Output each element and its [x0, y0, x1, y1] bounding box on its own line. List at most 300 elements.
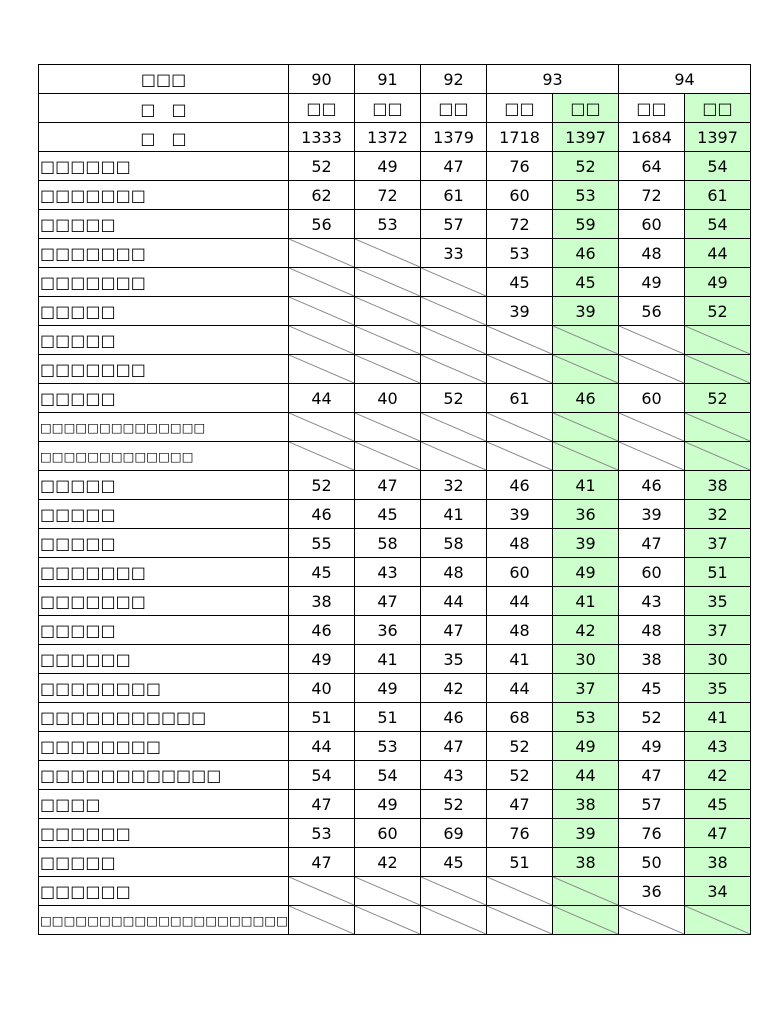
- score-cell: 38: [289, 587, 355, 616]
- score-cell: 46: [487, 471, 553, 500]
- score-cell: 42: [421, 674, 487, 703]
- diagonal-line: [355, 413, 420, 441]
- score-cell: 57: [619, 790, 685, 819]
- row-label: □□□□□□□□□□□□: [39, 761, 289, 790]
- diagonal-line: [421, 413, 486, 441]
- diagonal-strike: [487, 877, 552, 905]
- type-cell: □□: [289, 94, 355, 123]
- score-cell: 36: [553, 500, 619, 529]
- diagonal-line: [289, 413, 354, 441]
- row-label: □□□□□□□: [39, 181, 289, 210]
- diagonal-strike: [553, 877, 618, 905]
- empty-cell: [487, 413, 553, 442]
- score-cell: 52: [289, 471, 355, 500]
- row-label: □□□□□: [39, 326, 289, 355]
- row-label: □□□□□□□□□□□□□□□□□□□□□: [39, 906, 289, 935]
- diagonal-strike: [355, 906, 420, 934]
- score-cell: 45: [421, 848, 487, 877]
- diagonal-strike: [553, 442, 618, 470]
- empty-cell: [553, 906, 619, 935]
- diagonal-strike: [619, 413, 684, 441]
- empty-cell: [355, 355, 421, 384]
- score-cell: 44: [685, 239, 751, 268]
- score-cell: 47: [619, 529, 685, 558]
- empty-cell: [487, 326, 553, 355]
- diagonal-line: [355, 326, 420, 354]
- score-cell: 41: [355, 645, 421, 674]
- empty-cell: [619, 413, 685, 442]
- empty-cell: [553, 355, 619, 384]
- diagonal-strike: [685, 326, 750, 354]
- row-label: □□□□□: [39, 297, 289, 326]
- score-cell: 53: [487, 239, 553, 268]
- score-cell: 60: [487, 181, 553, 210]
- row-label: □□□□□□□□□□□□□: [39, 442, 289, 471]
- diagonal-strike: [553, 413, 618, 441]
- empty-cell: [289, 442, 355, 471]
- score-cell: 47: [421, 616, 487, 645]
- table-row: [39, 384, 751, 413]
- empty-cell: [421, 877, 487, 906]
- score-cell: 48: [421, 558, 487, 587]
- score-table: [38, 64, 751, 935]
- row-label: □□□□□: [39, 471, 289, 500]
- score-cell: 60: [619, 210, 685, 239]
- diagonal-line: [421, 442, 486, 470]
- row-label: □□□□□□: [39, 152, 289, 181]
- empty-cell: [685, 906, 751, 935]
- diagonal-strike: [289, 326, 354, 354]
- score-cell: 45: [619, 674, 685, 703]
- score-cell: 37: [685, 616, 751, 645]
- empty-cell: [421, 268, 487, 297]
- row-label: □□□□□□□: [39, 587, 289, 616]
- score-cell: 47: [289, 848, 355, 877]
- table-row: [39, 471, 751, 500]
- table-row: [39, 326, 751, 355]
- score-cell: 47: [619, 761, 685, 790]
- score-cell: 52: [487, 761, 553, 790]
- diagonal-line: [487, 877, 552, 905]
- score-cell: 47: [421, 152, 487, 181]
- row-label: □□□□□□: [39, 819, 289, 848]
- score-cell: 36: [355, 616, 421, 645]
- diagonal-line: [619, 413, 684, 441]
- diagonal-line: [289, 239, 354, 267]
- diagonal-line: [289, 326, 354, 354]
- table-row: [39, 210, 751, 239]
- diagonal-strike: [289, 442, 354, 470]
- diagonal-line: [421, 268, 486, 296]
- type-cell: □□: [355, 94, 421, 123]
- table-row: [39, 732, 751, 761]
- diagonal-strike: [289, 239, 354, 267]
- score-cell: 30: [685, 645, 751, 674]
- score-cell: 49: [553, 558, 619, 587]
- score-cell: 60: [619, 384, 685, 413]
- score-cell: 38: [685, 848, 751, 877]
- empty-cell: [289, 297, 355, 326]
- row-label: □□□□□: [39, 210, 289, 239]
- score-cell: 58: [355, 529, 421, 558]
- score-cell: 49: [553, 732, 619, 761]
- table-row: [39, 819, 751, 848]
- row-label: □□□□: [39, 790, 289, 819]
- score-cell: 53: [355, 732, 421, 761]
- diagonal-strike: [421, 297, 486, 325]
- row-label: □□□□□: [39, 500, 289, 529]
- score-cell: 47: [421, 732, 487, 761]
- header-row-count: [39, 123, 751, 152]
- score-cell: 64: [619, 152, 685, 181]
- score-cell: 72: [355, 181, 421, 210]
- score-cell: 49: [685, 268, 751, 297]
- score-cell: 60: [355, 819, 421, 848]
- diagonal-line: [685, 413, 750, 441]
- diagonal-line: [487, 326, 552, 354]
- score-cell: 46: [619, 471, 685, 500]
- header-label: □□□: [39, 65, 289, 94]
- year-92: 92: [421, 65, 487, 94]
- empty-cell: [421, 326, 487, 355]
- score-cell: 53: [289, 819, 355, 848]
- score-cell: 45: [487, 268, 553, 297]
- header-label: □ □: [39, 123, 289, 152]
- empty-cell: [355, 268, 421, 297]
- table-row: [39, 181, 751, 210]
- diagonal-line: [619, 326, 684, 354]
- table-row: [39, 268, 751, 297]
- score-cell: 38: [553, 848, 619, 877]
- score-cell: 52: [619, 703, 685, 732]
- score-cell: 45: [685, 790, 751, 819]
- score-cell: 50: [619, 848, 685, 877]
- row-label: □□□□□□: [39, 877, 289, 906]
- empty-cell: [289, 268, 355, 297]
- score-cell: 47: [289, 790, 355, 819]
- diagonal-strike: [421, 906, 486, 934]
- row-label: □□□□□: [39, 529, 289, 558]
- diagonal-strike: [289, 268, 354, 296]
- diagonal-strike: [619, 442, 684, 470]
- empty-cell: [619, 355, 685, 384]
- diagonal-strike: [487, 906, 552, 934]
- diagonal-strike: [421, 442, 486, 470]
- header-label: □ □: [39, 94, 289, 123]
- diagonal-line: [355, 297, 420, 325]
- score-cell: 38: [685, 471, 751, 500]
- score-cell: 72: [619, 181, 685, 210]
- score-cell: 68: [487, 703, 553, 732]
- count-cell: 1397: [685, 123, 751, 152]
- table-row: [39, 616, 751, 645]
- type-cell: □□: [421, 94, 487, 123]
- score-cell: 43: [421, 761, 487, 790]
- score-cell: 38: [553, 790, 619, 819]
- score-cell: 59: [553, 210, 619, 239]
- diagonal-line: [355, 268, 420, 296]
- diagonal-line: [289, 297, 354, 325]
- score-cell: 53: [355, 210, 421, 239]
- empty-cell: [553, 326, 619, 355]
- score-cell: 46: [553, 239, 619, 268]
- diagonal-strike: [685, 906, 750, 934]
- score-cell: 47: [355, 587, 421, 616]
- diagonal-line: [685, 906, 750, 934]
- empty-cell: [685, 413, 751, 442]
- diagonal-strike: [355, 297, 420, 325]
- score-cell: 48: [619, 616, 685, 645]
- empty-cell: [289, 877, 355, 906]
- row-label: □□□□□□□: [39, 239, 289, 268]
- empty-cell: [421, 297, 487, 326]
- diagonal-line: [487, 355, 552, 383]
- empty-cell: [355, 906, 421, 935]
- diagonal-strike: [355, 442, 420, 470]
- diagonal-strike: [553, 355, 618, 383]
- score-cell: 42: [553, 616, 619, 645]
- score-cell: 41: [487, 645, 553, 674]
- table-row: [39, 355, 751, 384]
- diagonal-strike: [289, 297, 354, 325]
- score-cell: 52: [421, 790, 487, 819]
- count-cell: 1379: [421, 123, 487, 152]
- type-cell: □□: [553, 94, 619, 123]
- year-94: 94: [619, 65, 751, 94]
- empty-cell: [487, 877, 553, 906]
- diagonal-line: [553, 326, 618, 354]
- diagonal-line: [355, 355, 420, 383]
- empty-cell: [355, 326, 421, 355]
- empty-cell: [487, 906, 553, 935]
- empty-cell: [289, 413, 355, 442]
- table-row: [39, 645, 751, 674]
- score-cell: 42: [355, 848, 421, 877]
- score-cell: 36: [619, 877, 685, 906]
- table-row: [39, 413, 751, 442]
- count-cell: 1372: [355, 123, 421, 152]
- score-cell: 60: [487, 558, 553, 587]
- diagonal-strike: [421, 355, 486, 383]
- table-row: [39, 297, 751, 326]
- score-cell: 52: [289, 152, 355, 181]
- empty-cell: [289, 326, 355, 355]
- score-cell: 56: [289, 210, 355, 239]
- score-cell: 52: [421, 384, 487, 413]
- score-cell: 47: [685, 819, 751, 848]
- empty-cell: [619, 442, 685, 471]
- diagonal-strike: [487, 413, 552, 441]
- diagonal-strike: [553, 906, 618, 934]
- table-row: [39, 500, 751, 529]
- table-row: [39, 906, 751, 935]
- empty-cell: [355, 297, 421, 326]
- count-cell: 1684: [619, 123, 685, 152]
- diagonal-line: [355, 442, 420, 470]
- empty-cell: [553, 442, 619, 471]
- score-cell: 51: [289, 703, 355, 732]
- diagonal-strike: [355, 326, 420, 354]
- diagonal-strike: [355, 877, 420, 905]
- diagonal-line: [487, 413, 552, 441]
- score-cell: 49: [355, 152, 421, 181]
- row-label: □□□□□: [39, 384, 289, 413]
- score-cell: 69: [421, 819, 487, 848]
- diagonal-line: [289, 442, 354, 470]
- diagonal-strike: [685, 355, 750, 383]
- year-93: 93: [487, 65, 619, 94]
- diagonal-line: [421, 326, 486, 354]
- empty-cell: [553, 877, 619, 906]
- diagonal-line: [553, 355, 618, 383]
- score-cell: 45: [289, 558, 355, 587]
- year-90: 90: [289, 65, 355, 94]
- diagonal-strike: [355, 413, 420, 441]
- diagonal-line: [553, 413, 618, 441]
- score-cell: 38: [619, 645, 685, 674]
- table-row: [39, 529, 751, 558]
- score-cell: 47: [355, 471, 421, 500]
- diagonal-strike: [355, 268, 420, 296]
- diagonal-strike: [421, 326, 486, 354]
- table-row: [39, 848, 751, 877]
- row-label: □□□□□: [39, 848, 289, 877]
- type-cell: □□: [619, 94, 685, 123]
- empty-cell: [619, 326, 685, 355]
- diagonal-line: [289, 877, 354, 905]
- score-cell: 57: [421, 210, 487, 239]
- row-label: □□□□□□□□□□□□□□: [39, 413, 289, 442]
- score-cell: 62: [289, 181, 355, 210]
- score-cell: 76: [619, 819, 685, 848]
- score-cell: 48: [487, 616, 553, 645]
- score-cell: 46: [289, 500, 355, 529]
- score-cell: 46: [289, 616, 355, 645]
- score-cell: 40: [289, 674, 355, 703]
- score-cell: 51: [355, 703, 421, 732]
- score-cell: 41: [553, 471, 619, 500]
- score-cell: 61: [685, 181, 751, 210]
- empty-cell: [355, 442, 421, 471]
- score-cell: 42: [685, 761, 751, 790]
- score-cell: 72: [487, 210, 553, 239]
- score-cell: 76: [487, 819, 553, 848]
- diagonal-strike: [421, 268, 486, 296]
- score-cell: 39: [553, 297, 619, 326]
- score-cell: 39: [487, 297, 553, 326]
- score-cell: 34: [685, 877, 751, 906]
- empty-cell: [289, 355, 355, 384]
- score-cell: 35: [685, 587, 751, 616]
- score-cell: 37: [553, 674, 619, 703]
- score-cell: 44: [487, 587, 553, 616]
- diagonal-strike: [289, 906, 354, 934]
- empty-cell: [487, 355, 553, 384]
- score-cell: 33: [421, 239, 487, 268]
- empty-cell: [355, 413, 421, 442]
- score-cell: 44: [421, 587, 487, 616]
- score-cell: 49: [289, 645, 355, 674]
- score-cell: 37: [685, 529, 751, 558]
- score-cell: 56: [619, 297, 685, 326]
- diagonal-line: [289, 906, 354, 934]
- type-cell: □□: [685, 94, 751, 123]
- empty-cell: [421, 413, 487, 442]
- score-cell: 43: [355, 558, 421, 587]
- score-cell: 58: [421, 529, 487, 558]
- score-cell: 49: [619, 732, 685, 761]
- diagonal-line: [487, 442, 552, 470]
- row-label: □□□□□□: [39, 645, 289, 674]
- diagonal-strike: [355, 355, 420, 383]
- diagonal-line: [289, 268, 354, 296]
- empty-cell: [421, 906, 487, 935]
- score-cell: 45: [553, 268, 619, 297]
- diagonal-line: [487, 906, 552, 934]
- score-cell: 51: [487, 848, 553, 877]
- empty-cell: [421, 442, 487, 471]
- diagonal-strike: [289, 413, 354, 441]
- diagonal-strike: [685, 442, 750, 470]
- count-cell: 1718: [487, 123, 553, 152]
- diagonal-line: [685, 355, 750, 383]
- empty-cell: [289, 906, 355, 935]
- score-cell: 44: [289, 384, 355, 413]
- row-label: □□□□□□□: [39, 558, 289, 587]
- row-label: □□□□□□□: [39, 268, 289, 297]
- diagonal-line: [553, 442, 618, 470]
- score-cell: 52: [553, 152, 619, 181]
- count-cell: 1333: [289, 123, 355, 152]
- score-cell: 30: [553, 645, 619, 674]
- score-cell: 35: [685, 674, 751, 703]
- score-cell: 39: [553, 819, 619, 848]
- diagonal-line: [421, 297, 486, 325]
- score-cell: 32: [685, 500, 751, 529]
- score-cell: 54: [355, 761, 421, 790]
- empty-cell: [553, 413, 619, 442]
- empty-cell: [421, 355, 487, 384]
- diagonal-line: [685, 326, 750, 354]
- diagonal-line: [619, 906, 684, 934]
- score-cell: 39: [487, 500, 553, 529]
- diagonal-strike: [487, 326, 552, 354]
- diagonal-line: [289, 355, 354, 383]
- score-cell: 44: [289, 732, 355, 761]
- score-cell: 35: [421, 645, 487, 674]
- score-cell: 47: [487, 790, 553, 819]
- empty-cell: [487, 442, 553, 471]
- year-91: 91: [355, 65, 421, 94]
- table-row: [39, 790, 751, 819]
- diagonal-strike: [421, 877, 486, 905]
- diagonal-line: [553, 877, 618, 905]
- score-cell: 49: [355, 674, 421, 703]
- row-label: □□□□□: [39, 616, 289, 645]
- diagonal-strike: [553, 326, 618, 354]
- score-cell: 43: [685, 732, 751, 761]
- score-cell: 53: [553, 181, 619, 210]
- score-cell: 46: [421, 703, 487, 732]
- diagonal-strike: [289, 877, 354, 905]
- score-cell: 48: [619, 239, 685, 268]
- score-cell: 52: [487, 732, 553, 761]
- diagonal-line: [619, 355, 684, 383]
- score-cell: 52: [685, 297, 751, 326]
- score-cell: 48: [487, 529, 553, 558]
- score-cell: 53: [553, 703, 619, 732]
- score-cell: 32: [421, 471, 487, 500]
